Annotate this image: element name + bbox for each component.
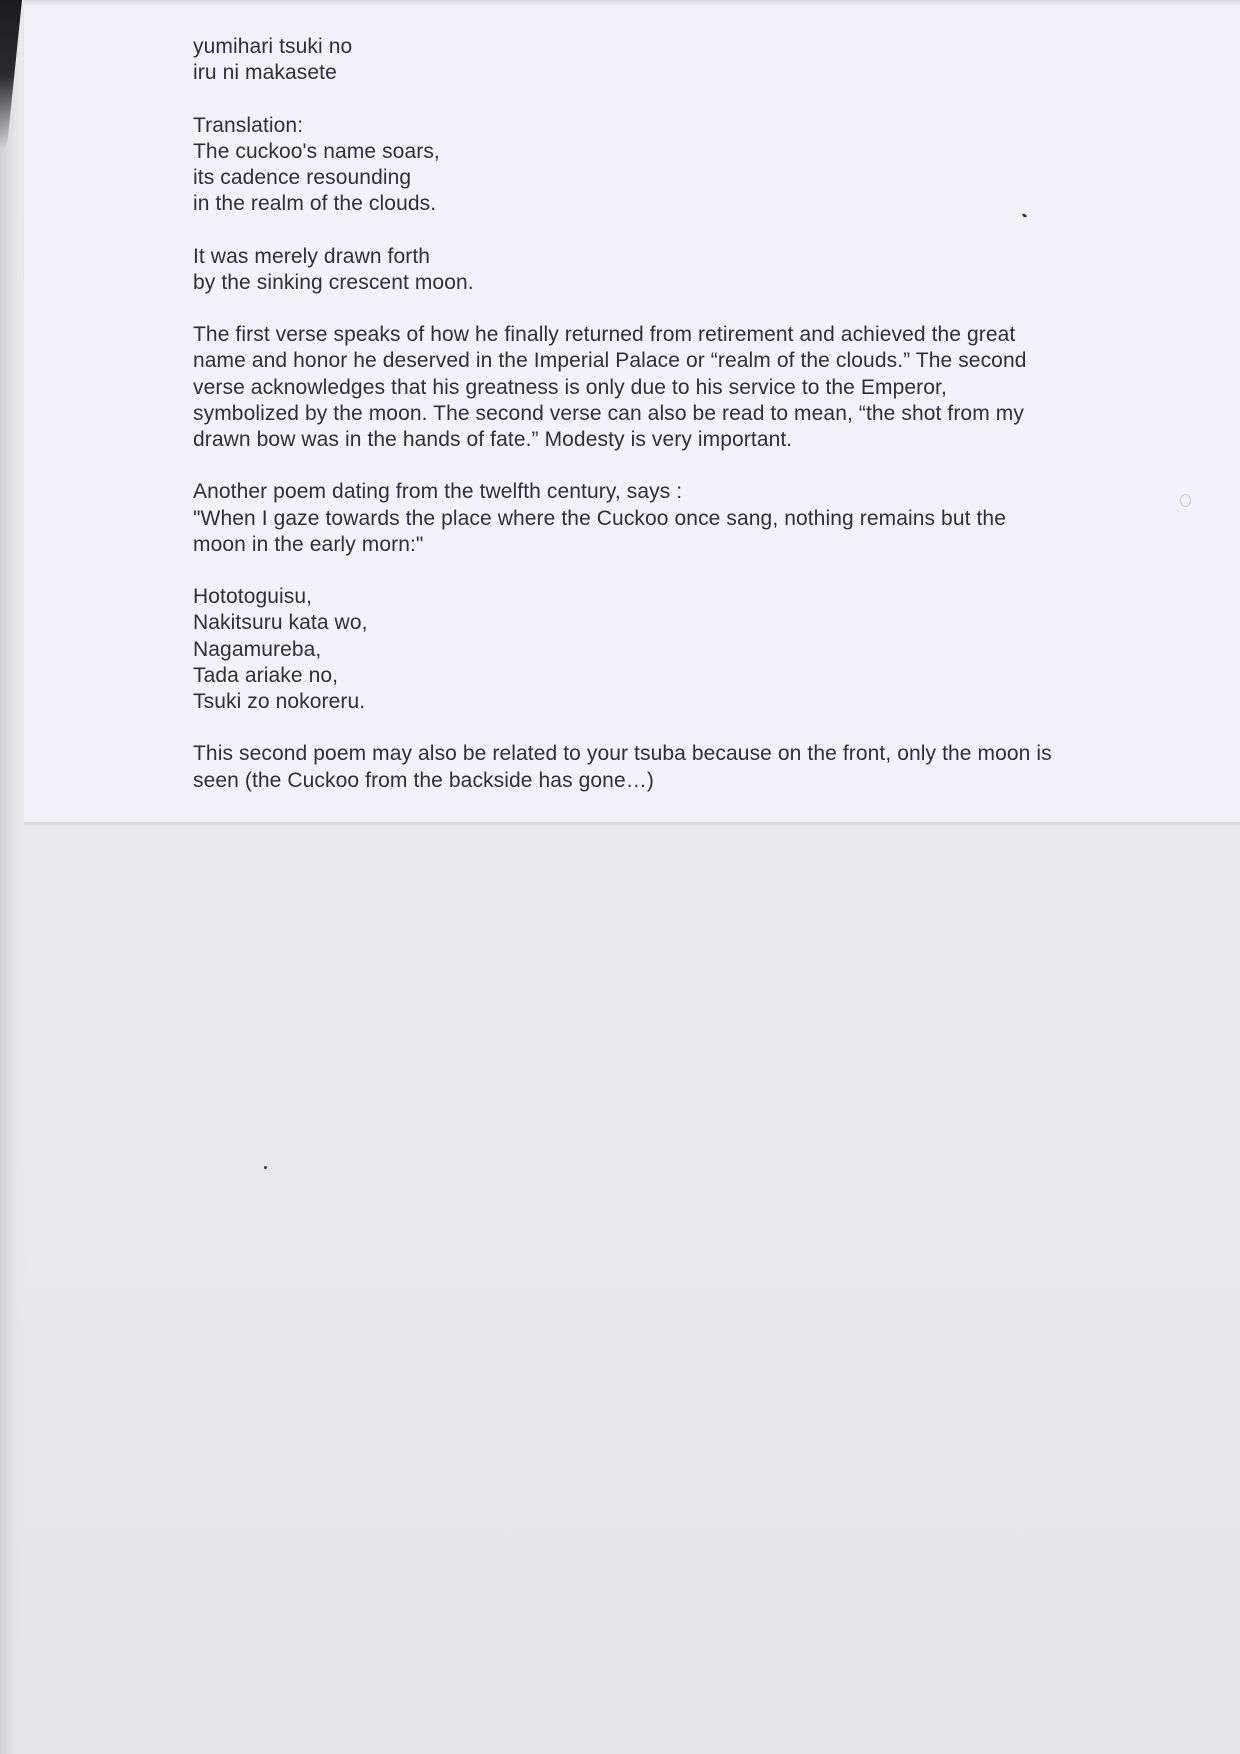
document-text bbox=[193, 34, 1153, 794]
dust-speck bbox=[264, 1166, 267, 1169]
text-line: Tada ariake no, bbox=[193, 663, 339, 687]
text-line: name and honor he deserved in the Imperial Palace or “realm of the clouds.” The second bbox=[193, 349, 1027, 373]
text-line: by the sinking crescent moon. bbox=[193, 270, 474, 294]
paragraph-gap bbox=[193, 558, 1153, 584]
text-line: Nagamureba, bbox=[193, 637, 322, 661]
paper-top-shadow bbox=[24, 0, 1240, 6]
text-line: iru ni makasete bbox=[193, 61, 337, 85]
paragraph-gap bbox=[193, 715, 1153, 741]
text-line: Hototoguisu, bbox=[193, 585, 313, 609]
text-line: verse acknowledges that his greatness is only due to his service to the Emperor, bbox=[193, 375, 947, 399]
text-line: This second poem may also be related to your tsuba because on the front, only the moon is bbox=[193, 742, 1052, 766]
text-line: Nakitsuru kata wo, bbox=[193, 611, 368, 635]
text-line: seen (the Cuckoo from the backside has gone…) bbox=[193, 768, 654, 792]
scan-left-shadow bbox=[0, 0, 26, 1754]
paragraph-gap bbox=[193, 217, 1153, 243]
text-line: The cuckoo's name soars, bbox=[193, 139, 440, 163]
text-line: It was merely drawn forth bbox=[193, 244, 431, 268]
text-line: drawn bow was in the hands of fate.” Modesty is very important. bbox=[193, 428, 793, 451]
text-line: its cadence resounding bbox=[193, 166, 412, 189]
text-line: yumihari tsuki no bbox=[193, 35, 353, 58]
paragraph-gap bbox=[193, 296, 1153, 322]
paragraph-gap bbox=[193, 86, 1153, 112]
text-line: "When I gaze towards the place where the Cuckoo once sang, nothing remains but the bbox=[193, 506, 1006, 530]
text-line: symbolized by the moon. The second verse can also be read to mean, “the shot from my bbox=[193, 401, 1024, 425]
paragraph-gap bbox=[193, 453, 1153, 479]
text-line: Translation: bbox=[193, 113, 304, 137]
dust-ring bbox=[1180, 494, 1191, 507]
text-line: in the realm of the clouds. bbox=[193, 192, 437, 216]
text-line: The first verse speaks of how he finally returned from retirement and achieved the great bbox=[193, 323, 1016, 347]
text-line: moon in the early morn:" bbox=[193, 532, 424, 556]
text-line: Tsuki zo nokoreru. bbox=[193, 690, 366, 713]
text-line: Another poem dating from the twelfth century, says : bbox=[193, 480, 683, 504]
